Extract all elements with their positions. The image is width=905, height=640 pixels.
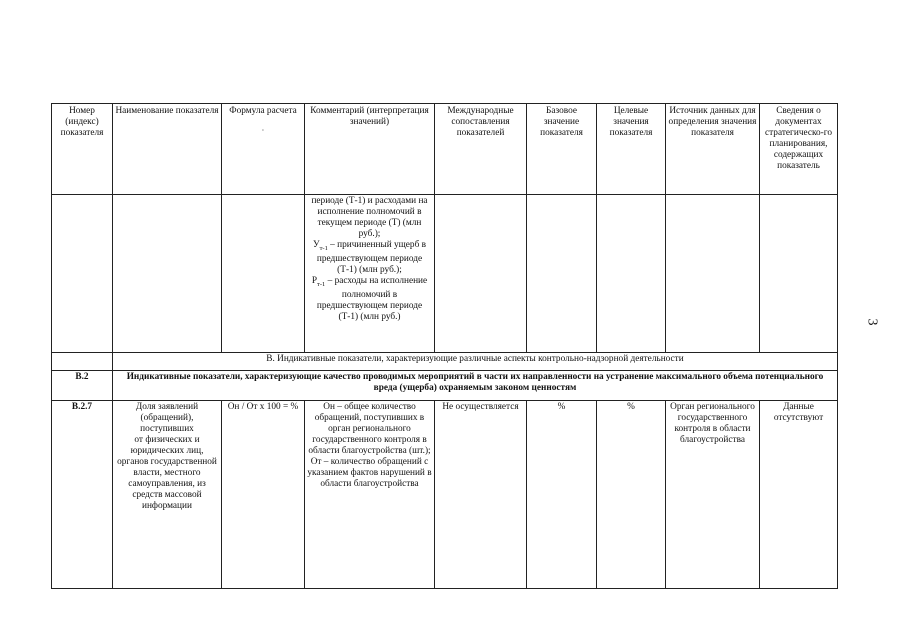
row-index: В.2.7 (52, 401, 113, 589)
u-text: – причиненный ущерб в предшествующем периоде (Т-1) (млн руб.); (316, 240, 427, 275)
section-b2-index: В.2 (52, 371, 113, 401)
indicator-table (51, 103, 838, 589)
cell-empty (666, 195, 760, 353)
u-subscript: т-1 (319, 244, 328, 252)
row-formula: Он / От х 100 = % (222, 401, 305, 589)
header-row (52, 104, 838, 195)
continuation-row (52, 195, 838, 353)
section-b2-row (52, 371, 838, 401)
section-b2-title: Индикативные показатели, характеризующие качество проводимых мероприятий в части их направленности на устранение максимального объема потенциального вреда (ущерба) охраняемым законом ценностям (113, 371, 838, 401)
cell-empty (222, 195, 305, 353)
cell-empty (597, 195, 666, 353)
cell-empty (527, 195, 597, 353)
header-index: Номер (индекс) показателя (52, 104, 113, 195)
p-symbol: Р (311, 275, 317, 286)
cell-empty (113, 195, 222, 353)
header-base-value: Базовое значение показателя (527, 104, 597, 195)
comment-text: периоде (Т-1) и расходами на исполнение полномочий в текущем периоде (Т) (млн руб.); (311, 196, 428, 239)
row-target-value: % (597, 401, 666, 589)
header-documents: Сведения о документах стратегическо-го планирования, содержащих показатель (760, 104, 838, 195)
header-target-value: Целевые значения показателя (597, 104, 666, 195)
cell-empty (52, 353, 113, 371)
p-subscript: т-1 (317, 280, 326, 288)
cell-empty (435, 195, 527, 353)
row-documents: Данные отсутствуют (760, 401, 838, 589)
section-b-row (52, 353, 838, 371)
p-text: – расходы на исполнение полномочий в предшествующем периоде (Т-1) (млн руб.) (316, 275, 428, 322)
u-symbol: У (312, 240, 320, 250)
header-comment: Комментарий (интерпретация значений) (305, 104, 435, 195)
header-name: Наименование показателя (113, 104, 222, 195)
formula-mark: · (261, 126, 265, 135)
row-name: Доля заявлений (обращений), поступивших от физических и юридических лиц, органов государственной власти, местного самоуправления, из средств массовой информации (113, 401, 222, 589)
cell-empty (52, 195, 113, 353)
header-source: Источник данных для определения значения показателя (666, 104, 760, 195)
header-formula (222, 104, 305, 195)
row-source: Орган регионального государственного контроля в области благоустройства (666, 401, 760, 589)
continuation-comment (305, 195, 435, 353)
row-international: Не осуществляется (435, 401, 527, 589)
row-base-value: % (527, 401, 597, 589)
cell-empty (760, 195, 838, 353)
table-row (52, 401, 838, 589)
header-international: Международные сопоставления показателей (435, 104, 527, 195)
section-b-title: В. Индикативные показатели, характеризующие различные аспекты контрольно-надзорной деятельности (113, 353, 838, 371)
header-formula-label: Формула расчета (229, 106, 297, 116)
row-comment: Он – общее количество обращений, поступивших в орган регионального государственного контроля в области благоустройства (шт.); От – количество обращений с указанием фактов нарушений в области благоустройства (305, 401, 435, 589)
page-number: 3 (864, 318, 880, 326)
